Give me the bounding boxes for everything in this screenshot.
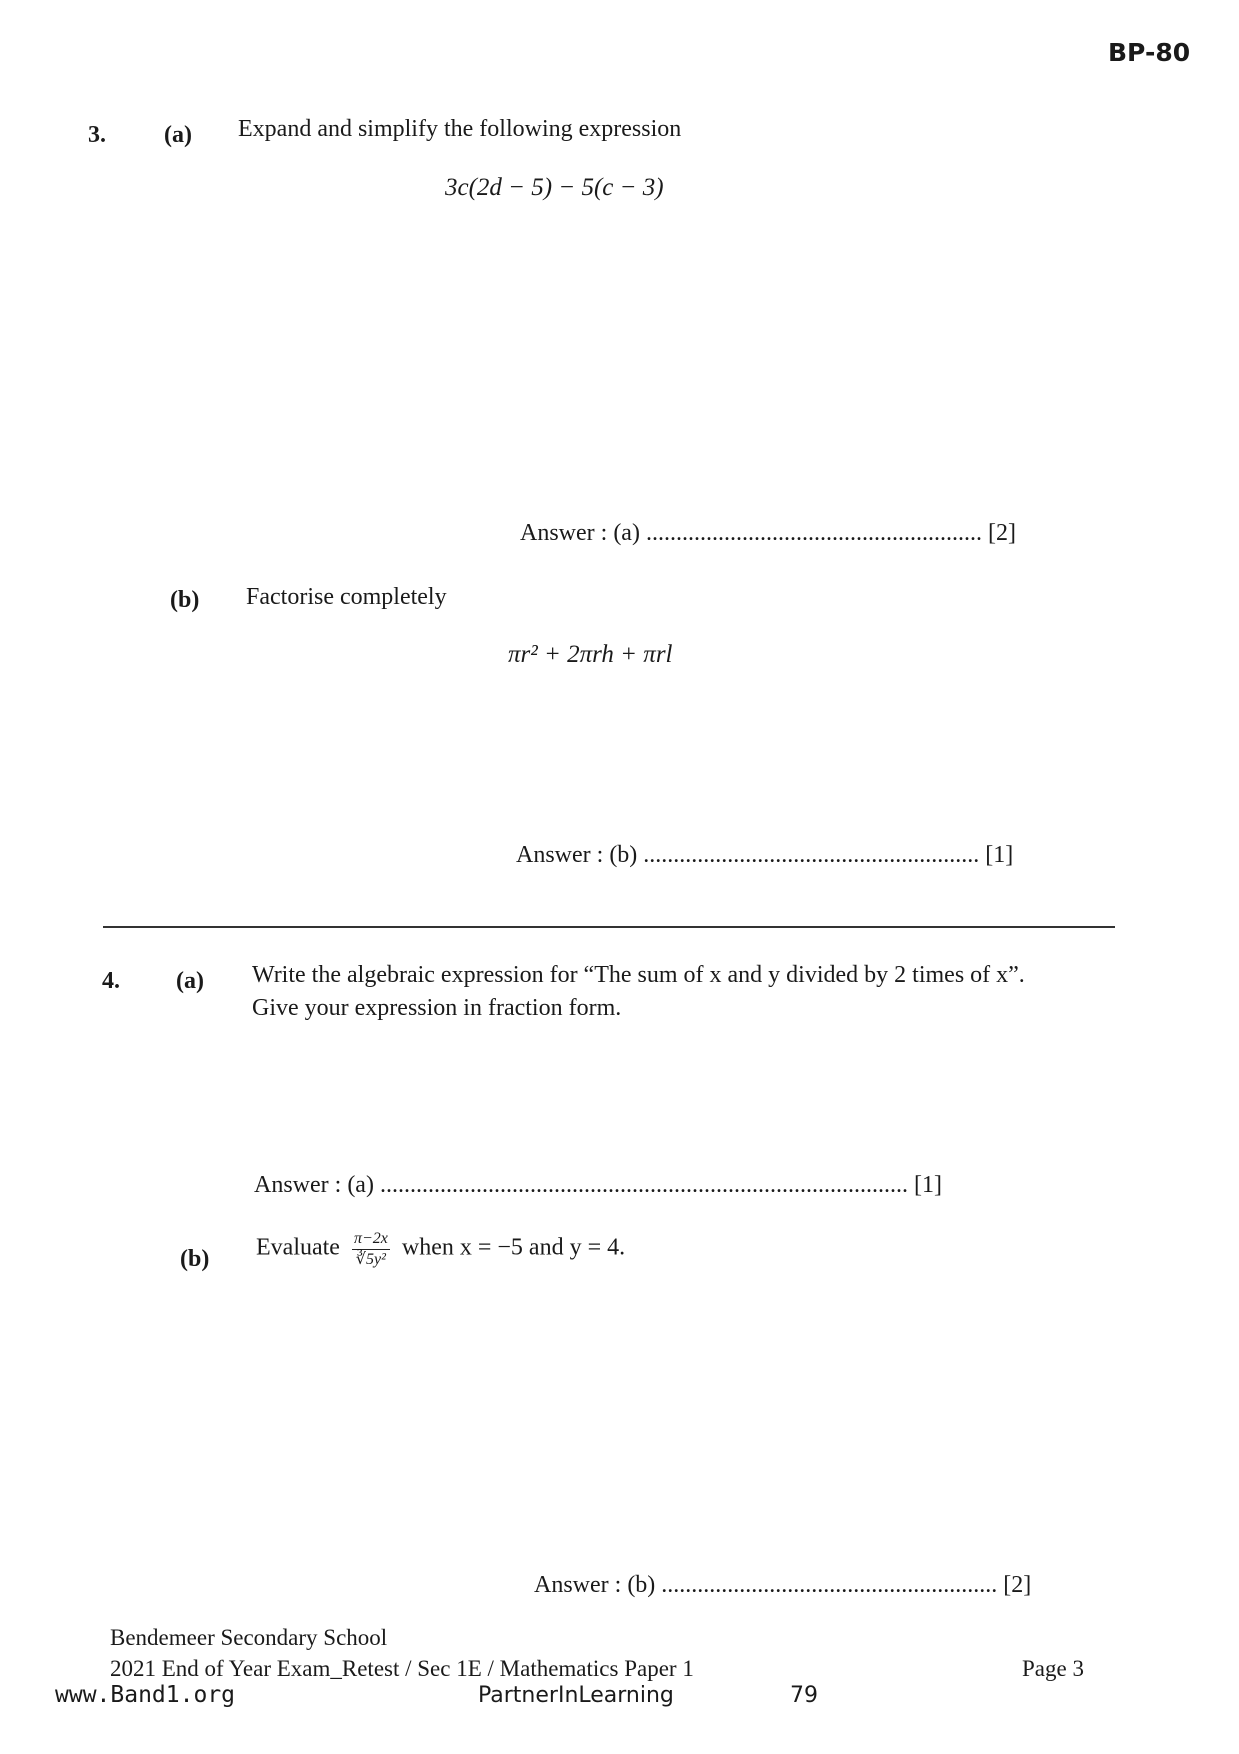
question-4a-line-1: Write the algebraic expression for “The sum of x and y divided by 2 times of x”. bbox=[252, 962, 1025, 988]
fraction-numerator: π−2x bbox=[352, 1230, 390, 1250]
section-divider bbox=[103, 926, 1115, 928]
footer-website: www.Band1.org bbox=[55, 1682, 236, 1708]
question-3a-instruction: Expand and simplify the following expression bbox=[238, 116, 682, 142]
footer-exam: 2021 End of Year Exam_Retest / Sec 1E / Mathematics Paper 1 bbox=[110, 1656, 694, 1681]
question-4a-line-2: Give your expression in fraction form. bbox=[252, 995, 622, 1021]
answer-line-3a: Answer : (a) ........................................................ [2] bbox=[520, 520, 1016, 546]
question-3b-label: (b) bbox=[170, 587, 200, 613]
question-4a-label: (a) bbox=[176, 968, 204, 994]
question-3b-expression: πr² + 2πrh + πrl bbox=[508, 641, 673, 668]
question-3a-label: (a) bbox=[164, 122, 192, 148]
fraction-denominator: ∛5y² bbox=[355, 1250, 386, 1268]
footer-page: Page 3 bbox=[1022, 1656, 1084, 1681]
question-3a-expression: 3c(2d − 5) − 5(c − 3) bbox=[445, 174, 664, 201]
footer-page-number: 79 bbox=[790, 1683, 818, 1708]
question-4b-statement bbox=[256, 1230, 625, 1268]
answer-line-4a: Answer : (a) ........................................................................................ [1] bbox=[254, 1172, 942, 1198]
evaluate-condition: when x = −5 and y = 4. bbox=[401, 1234, 626, 1261]
answer-line-3b: Answer : (b) ........................................................ [1] bbox=[516, 842, 1014, 868]
question-3b-instruction: Factorise completely bbox=[246, 584, 447, 610]
question-3-number: 3. bbox=[88, 122, 106, 148]
document-code: BP-80 bbox=[1108, 38, 1191, 67]
footer-school: Bendemeer Secondary School bbox=[110, 1625, 388, 1650]
evaluate-word: Evaluate bbox=[256, 1234, 340, 1261]
footer-partner: PartnerInLearning bbox=[478, 1683, 674, 1708]
evaluate-fraction bbox=[352, 1230, 390, 1268]
question-4b-label: (b) bbox=[180, 1246, 210, 1272]
answer-line-4b: Answer : (b) ........................................................ [2] bbox=[534, 1572, 1032, 1598]
question-4-number: 4. bbox=[102, 968, 120, 994]
